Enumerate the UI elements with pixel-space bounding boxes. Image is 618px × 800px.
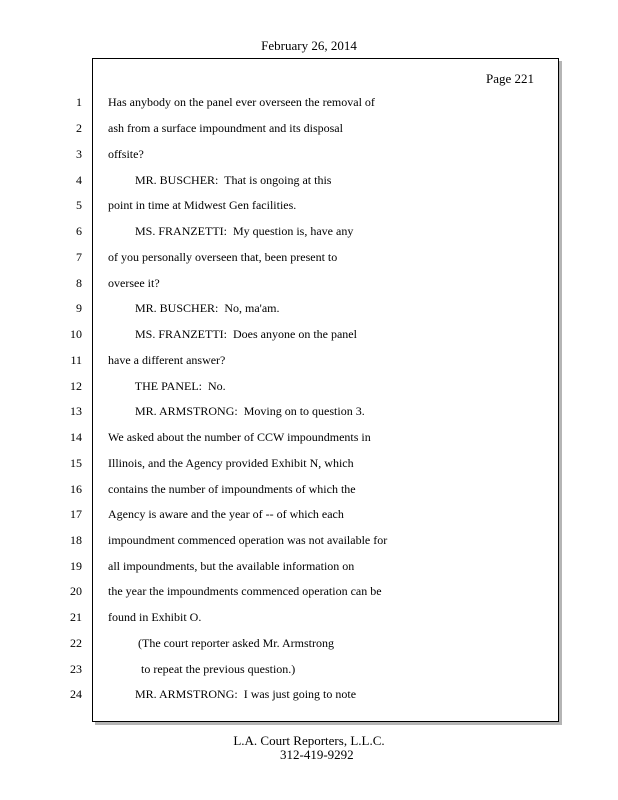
line-number: 17 bbox=[70, 507, 82, 521]
footer-company: L.A. Court Reporters, L.L.C. bbox=[233, 733, 385, 748]
line-number: 22 bbox=[70, 636, 82, 650]
transcript-line: MR. BUSCHER: That is ongoing at this bbox=[108, 173, 332, 187]
line-number: 6 bbox=[76, 224, 82, 238]
line-number: 24 bbox=[70, 687, 82, 701]
transcript-line: Has anybody on the panel ever overseen the removal of bbox=[108, 95, 375, 109]
line-number: 12 bbox=[70, 379, 82, 393]
line-number: 7 bbox=[76, 250, 82, 264]
line-number: 14 bbox=[70, 430, 82, 444]
footer-phone: 312-419-9292 bbox=[280, 747, 354, 762]
transcript-line: Agency is aware and the year of -- of which each bbox=[108, 507, 344, 521]
line-number: 20 bbox=[70, 584, 82, 598]
line-number: 2 bbox=[76, 121, 82, 135]
line-number: 10 bbox=[70, 327, 82, 341]
transcript-line: ash from a surface impoundment and its disposal bbox=[108, 121, 343, 135]
line-number: 19 bbox=[70, 559, 82, 573]
line-number: 15 bbox=[70, 456, 82, 470]
transcript-line: Illinois, and the Agency provided Exhibit N, which bbox=[108, 456, 354, 470]
line-number: 9 bbox=[76, 301, 82, 315]
transcript-line: have a different answer? bbox=[108, 353, 226, 367]
transcript-line: We asked about the number of CCW impoundments in bbox=[108, 430, 371, 444]
transcript-line: MR. ARMSTRONG: I was just going to note bbox=[108, 687, 357, 701]
transcript-date: February 26, 2014 bbox=[261, 38, 357, 53]
line-number: 21 bbox=[70, 610, 82, 624]
transcript-line: MS. FRANZETTI: My question is, have any bbox=[108, 224, 354, 238]
transcript-line: MR. BUSCHER: No, ma'am. bbox=[108, 301, 280, 315]
transcript-line: impoundment commenced operation was not available for bbox=[108, 533, 388, 547]
line-number: 3 bbox=[76, 147, 82, 161]
line-number: 13 bbox=[70, 404, 82, 418]
line-number: 16 bbox=[70, 482, 82, 496]
transcript-line: all impoundments, but the available information on bbox=[108, 559, 355, 573]
transcript-line: offsite? bbox=[108, 147, 144, 161]
transcript-line: THE PANEL: No. bbox=[108, 379, 226, 393]
line-number: 4 bbox=[76, 173, 82, 187]
line-number: 8 bbox=[76, 276, 82, 290]
transcript-line: point in time at Midwest Gen facilities. bbox=[108, 198, 297, 212]
transcript-line: MS. FRANZETTI: Does anyone on the panel bbox=[108, 327, 357, 341]
transcript-line: to repeat the previous question.) bbox=[108, 662, 296, 676]
page-number: Page 221 bbox=[486, 71, 535, 86]
transcript-line: contains the number of impoundments of which the bbox=[108, 482, 356, 496]
line-number: 23 bbox=[70, 662, 82, 676]
transcript-line: the year the impoundments commenced operation can be bbox=[108, 584, 382, 598]
line-number: 1 bbox=[76, 95, 82, 109]
transcript-line: oversee it? bbox=[108, 276, 160, 290]
transcript-line: found in Exhibit O. bbox=[108, 610, 202, 624]
line-number: 11 bbox=[70, 353, 82, 367]
transcript-line: (The court reporter asked Mr. Armstrong bbox=[108, 636, 334, 650]
transcript-line: MR. ARMSTRONG: Moving on to question 3. bbox=[108, 404, 365, 418]
line-number: 18 bbox=[70, 533, 82, 547]
transcript-line: of you personally overseen that, been present to bbox=[108, 250, 338, 264]
line-number: 5 bbox=[76, 198, 82, 212]
